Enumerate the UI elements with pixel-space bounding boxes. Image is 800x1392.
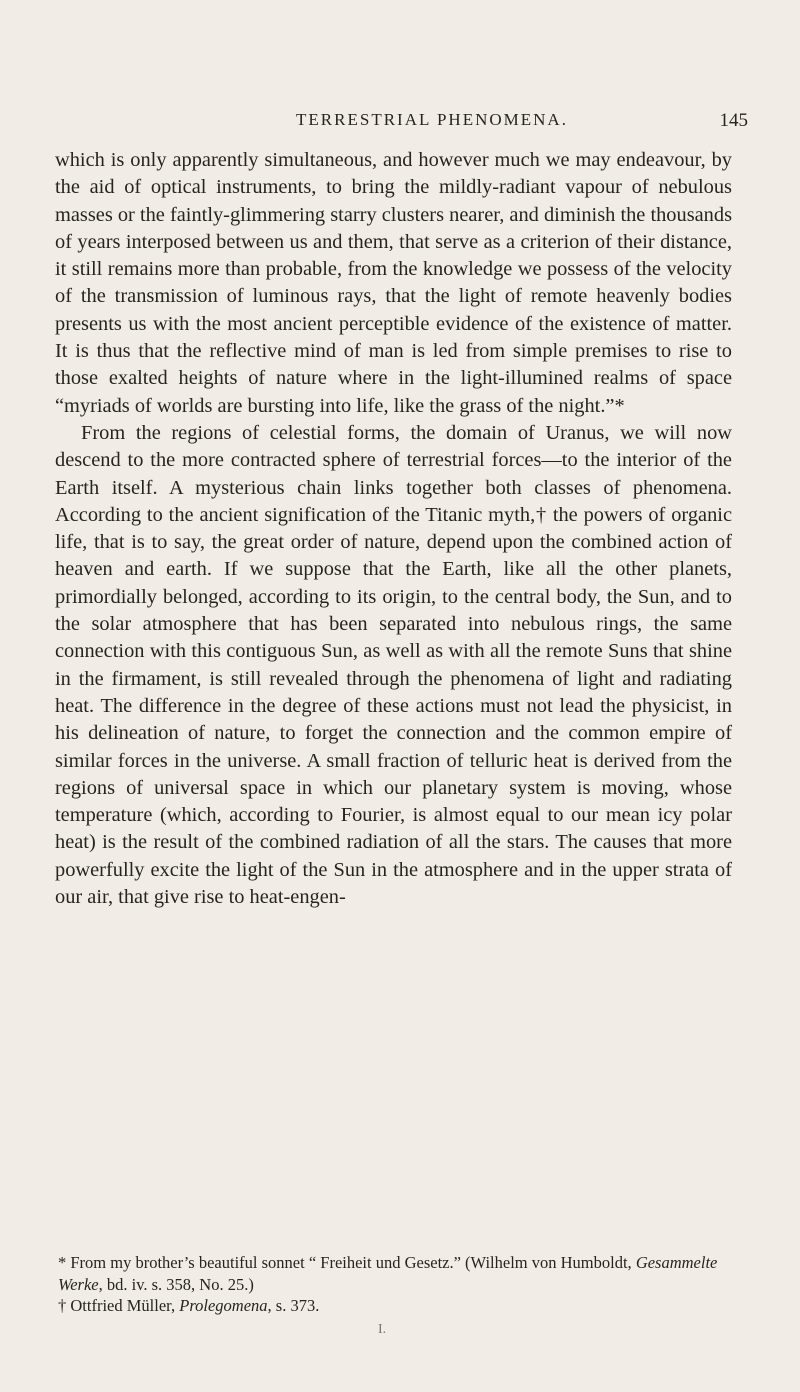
paragraph: From the regions of celestial forms, the domain of Uranus, we will now descend to the more contracted sphere of terrestrial forces—to the interior of the Earth itself. A mysterious chain links together both classes of phenomena. According to the ancient signification of the Titanic myth,† the powers of organic life, that is to say, the great order of nature, depend upon the combined action of heaven and earth. If we suppose that the Earth, like all the other planets, primordially belonged, according to its origin, to the central body, the Sun, and to the solar atmosphere that has been separated into nebulous rings, the same connection with this contiguous Sun, as well as with all the remote Suns that shine in the firmament, is still revealed through the phenomena of light and radiating heat. The difference in the degree of these actions must not lead the physicist, in his delineation of nature, to forget the connection and the common empire of similar forces in the universe. A small fraction of telluric heat is derived from the regions of universal space in which our planetary system is moving, whose temperature (which, according to Fourier, is almost equal to our mean icy polar heat) is the result of the combined radiation of all the stars. The causes that more powerfully excite the light of the Sun in the atmosphere and in the upper strata of our air, that give rise to heat-engen-	[55, 421, 732, 909]
signature-mark: I.	[378, 1322, 387, 1337]
footnote-1: * From my brother’s beautiful sonnet “ Freiheit und Gesetz.” (Wilhelm von Humboldt, Gesammelte Werke, bd. iv. s. 358, No. 25.)	[58, 1253, 718, 1294]
page-number: 145	[719, 110, 748, 131]
paragraph: which is only apparently simultaneous, and however much we may endeavour, by the aid of optical instruments, to bring the mildly-radiant vapour of nebulous masses or the faintly-glimmering starry clusters nearer, and diminish the thousands of years interposed between us and them, that serve as a criterion of their distance, it still remains more than probable, from the knowledge we possess of the velocity of the transmission of luminous rays, that the light of remote heavenly bodies presents us with the most ancient perceptible evidence of the existence of matter. It is thus that the reflective mind of man is led from simple premises to rise to those exalted heights of nature where in the light-illumined realms of space “myriads of worlds are bursting into life, like the grass of the night.”*	[55, 149, 733, 417]
footnotes	[58, 1252, 738, 1317]
page-header	[56, 110, 748, 136]
footnote-2: † Ottfried Müller, Prolegomena, s. 373.	[58, 1296, 320, 1316]
running-head: TERRESTRIAL PHENOMENA.	[296, 110, 568, 129]
main-text	[55, 147, 732, 911]
